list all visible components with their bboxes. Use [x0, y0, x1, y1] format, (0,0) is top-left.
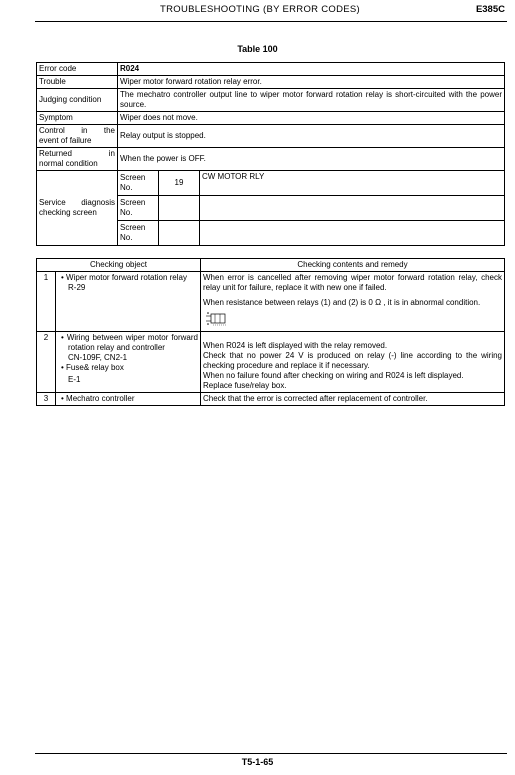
checking-object-2: [56, 332, 201, 393]
remedy-2-line2: Check that no power 24 V is produced on relay (-) line according to the wiring checking procedure and replace it if necessary.: [203, 351, 502, 370]
remedy-2-line3: When no failure found after checking on wiring and R024 is left displayed.: [203, 371, 464, 380]
object-2-code2: E-1: [68, 375, 81, 384]
row-error-code: [37, 63, 505, 76]
service-label-line1: Service diagnosis: [39, 198, 115, 207]
control-label-line2: event of failure: [39, 136, 92, 145]
screen-no-2: [159, 196, 200, 221]
screen-desc-2: [200, 196, 505, 221]
relay-terminal-diagram-icon: [205, 311, 231, 327]
checking-remedy-header: Checking contents and remedy: [201, 259, 505, 272]
row-judging: [37, 89, 505, 112]
checking-num-2: 2: [37, 332, 56, 393]
checking-row-3: [37, 393, 505, 406]
symptom-label: Symptom: [37, 112, 118, 125]
symptom-value: Wiper does not move.: [118, 112, 505, 125]
remedy-2-line4: Replace fuse/relay box.: [203, 381, 287, 390]
checking-object-3: [56, 393, 201, 406]
screen-desc-1: CW MOTOR RLY: [200, 171, 505, 196]
object-2-item2: • Fuse& relay box: [61, 363, 124, 372]
row-trouble: [37, 76, 505, 89]
control-label: [37, 125, 118, 148]
checking-object-header: Checking object: [37, 259, 201, 272]
returned-label-line2: normal condition: [39, 159, 98, 168]
object-3-item: • Mechatro controller: [61, 394, 135, 403]
table-title: Table 100: [237, 44, 278, 54]
object-2-item1: • Wiring between wiper motor forward rotation relay and controller: [61, 333, 198, 352]
remedy-1-line2: When resistance between relays (1) and (2) is 0 Ω , it is in abnormal condition.: [203, 298, 481, 307]
returned-value: When the power is OFF.: [118, 148, 505, 171]
row-service-1: [37, 171, 505, 196]
page-number: T5-1-65: [241, 757, 274, 767]
screen-label-3: Screen No.: [118, 221, 159, 246]
control-label-line1: Control in the: [39, 126, 115, 135]
returned-label-line1: Returned in: [39, 149, 115, 158]
service-label: [37, 171, 118, 246]
trouble-value: Wiper motor forward rotation relay error.: [118, 76, 505, 89]
screen-desc-3: [200, 221, 505, 246]
control-value: Relay output is stopped.: [118, 125, 505, 148]
screen-label-1: Screen No.: [118, 171, 159, 196]
checking-table: [36, 258, 505, 406]
checking-remedy-3: Check that the error is corrected after replacement of controller.: [201, 393, 505, 406]
row-symptom: [37, 112, 505, 125]
checking-num-1: 1: [37, 272, 56, 332]
checking-row-1: [37, 272, 505, 332]
judging-value: The mechatro controller output line to wiper motor forward rotation relay is short-circuited with the power source.: [118, 89, 505, 112]
object-1-code: R-29: [68, 283, 86, 292]
remedy-1-line1: When error is cancelled after removing wiper motor forward rotation relay, check relay unit for failure, replace it with new one if failed.: [203, 273, 502, 292]
remedy-2-line1: When R024 is left displayed with the relay removed.: [203, 341, 388, 350]
screen-label-2: Screen No.: [118, 196, 159, 221]
error-code-value: R024: [118, 63, 505, 76]
returned-label: [37, 148, 118, 171]
checking-remedy-1: [201, 272, 505, 332]
service-label-line2: checking screen: [39, 208, 97, 217]
page-header: [0, 4, 515, 18]
object-1-item: • Wiper motor forward rotation relay: [61, 273, 187, 282]
header-code: E385C: [475, 4, 505, 15]
screen-no-1: 19: [159, 171, 200, 196]
checking-num-3: 3: [37, 393, 56, 406]
checking-row-2: [37, 332, 505, 393]
judging-label: Judging condition: [37, 89, 118, 112]
footer-rule: [35, 753, 507, 754]
checking-object-1: [56, 272, 201, 332]
error-table: [36, 62, 505, 246]
header-title: TROUBLESHOOTING (BY ERROR CODES): [160, 4, 360, 15]
checking-header-row: [37, 259, 505, 272]
error-code-label: Error code: [37, 63, 118, 76]
trouble-label: Trouble: [37, 76, 118, 89]
object-2-code1: CN-109F, CN2-1: [68, 353, 128, 362]
row-returned: [37, 148, 505, 171]
checking-remedy-2: [201, 332, 505, 393]
row-control: [37, 125, 505, 148]
screen-no-3: [159, 221, 200, 246]
header-rule: [35, 21, 507, 22]
